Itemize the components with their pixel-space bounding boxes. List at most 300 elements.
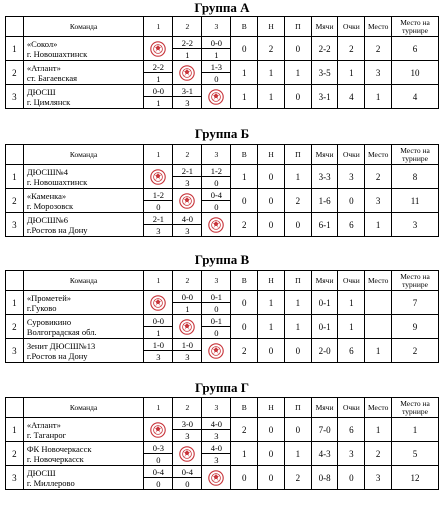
losses-cell (284, 37, 311, 61)
match-points: 0 (214, 303, 219, 314)
wins-cell-value: 2 (242, 424, 247, 435)
losses-cell (284, 213, 311, 237)
losses-cell (284, 339, 311, 363)
football-emblem-icon (208, 89, 224, 105)
header-label: 3 (214, 149, 219, 159)
points-cell-value: 6 (349, 424, 354, 435)
team-logo-icon (144, 418, 172, 441)
draws-cell (258, 85, 285, 109)
match-result (202, 189, 230, 212)
tournament-place-cell-value: 4 (412, 91, 418, 102)
match-points: 0 (156, 478, 161, 489)
points-cell (338, 315, 365, 339)
wins-cell-value: 0 (242, 297, 247, 308)
match-cell (173, 418, 202, 442)
match-result (173, 213, 201, 236)
header-label: Мячи (315, 402, 334, 412)
points-cell-value: 6 (349, 345, 354, 356)
row-number-label: 2 (12, 448, 17, 459)
wins-cell (231, 213, 258, 237)
losses-cell (284, 442, 311, 466)
match-result (202, 315, 230, 338)
match-cell (173, 213, 202, 237)
match-score: 2-2 (144, 61, 172, 73)
place-cell-value: 1 (375, 424, 381, 435)
match-score: 2-1 (173, 165, 201, 177)
goals-cell (311, 165, 338, 189)
match-cell (202, 339, 231, 363)
match-result (144, 189, 172, 212)
draws-cell-value: 2 (268, 43, 274, 54)
header-label: 2 (185, 149, 190, 159)
goals-cell-value: 3-1 (318, 91, 331, 102)
goals-cell (311, 213, 338, 237)
match-score: 0-0 (173, 291, 201, 303)
team-logo-icon (173, 189, 201, 212)
header-cell (231, 145, 258, 165)
match-cell (144, 442, 173, 466)
match-cell (202, 165, 231, 189)
losses-cell-value: 0 (295, 424, 301, 435)
table-row (6, 165, 439, 189)
wins-cell-value: 0 (242, 472, 247, 483)
row-number-label: 3 (12, 219, 17, 230)
team-name: «Сокол» (26, 38, 58, 49)
match-score: 0-3 (144, 442, 172, 454)
match-score: 1-2 (202, 165, 230, 177)
match-result (144, 442, 172, 465)
football-emblem-icon (208, 217, 224, 233)
match-cell (173, 85, 202, 109)
match-score: 0-1 (202, 291, 230, 303)
match-points: 0 (214, 327, 219, 338)
match-cell (144, 315, 173, 339)
goals-cell-value: 6-1 (318, 219, 331, 230)
match-score: 0-0 (144, 85, 172, 97)
match-points: 0 (214, 201, 219, 212)
match-score: 0-1 (202, 315, 230, 327)
match-result (173, 466, 201, 489)
place-cell (365, 291, 392, 315)
header-cell (258, 17, 285, 37)
header-cell (144, 145, 173, 165)
team-name: «Атлант» (26, 62, 61, 73)
group-table (5, 144, 439, 237)
tournament-place-cell (392, 37, 439, 61)
match-points: 3 (185, 430, 190, 441)
header-label: Место на турнире (400, 271, 430, 289)
goals-cell-value: 7-0 (318, 424, 331, 435)
football-emblem-icon (150, 41, 166, 57)
row-number (6, 339, 24, 363)
team-name: ФК Новочеркасск (26, 443, 92, 454)
match-points: 3 (156, 225, 161, 236)
header-cell (202, 17, 231, 37)
tournament-place-cell (392, 213, 439, 237)
match-points: 3 (214, 454, 219, 465)
wins-cell-value: 0 (242, 195, 247, 206)
match-cell (202, 315, 231, 339)
points-cell-value: 3 (349, 448, 354, 459)
row-number-label: 1 (12, 43, 17, 54)
football-emblem-icon (150, 422, 166, 438)
header-cell (365, 17, 392, 37)
header-row (6, 398, 439, 418)
header-label: 3 (214, 275, 219, 285)
header-label: 2 (185, 402, 190, 412)
header-label: В (241, 149, 247, 159)
header-cell (338, 17, 365, 37)
match-score: 1-2 (144, 189, 172, 201)
header-label: 1 (156, 402, 161, 412)
match-result (202, 291, 230, 314)
header-label: 2 (185, 21, 190, 31)
header-cell (284, 398, 311, 418)
wins-cell (231, 165, 258, 189)
draws-cell-value: 0 (268, 345, 274, 356)
match-result (144, 466, 172, 489)
wins-cell-value: 0 (242, 321, 247, 332)
table-row (6, 291, 439, 315)
draws-cell-value: 0 (268, 195, 274, 206)
match-result (202, 165, 230, 188)
header-label: Место на турнире (400, 17, 430, 35)
team-name: «Атлант» (26, 419, 61, 430)
group-title: Группа А (194, 0, 250, 15)
match-points: 0 (156, 201, 161, 212)
points-cell (338, 85, 365, 109)
match-cell (173, 189, 202, 213)
place-cell-value: 3 (375, 67, 381, 78)
match-points: 0 (214, 177, 219, 188)
match-score: 3-0 (173, 418, 201, 430)
team-city: ст. Багаевская (26, 72, 78, 83)
draws-cell (258, 418, 285, 442)
match-cell (144, 61, 173, 85)
match-result (144, 85, 172, 108)
losses-cell-value: 0 (295, 219, 301, 230)
header-label: Н (268, 402, 274, 412)
header-label: Очки (342, 149, 360, 159)
place-cell (365, 37, 392, 61)
points-cell-value: 6 (349, 219, 354, 230)
place-cell-value: 2 (375, 448, 381, 459)
draws-cell-value: 0 (268, 448, 274, 459)
team-city: г. Таганрог (26, 429, 67, 440)
losses-cell-value: 0 (295, 43, 301, 54)
losses-cell-value: 2 (295, 472, 301, 483)
header-label: П (295, 21, 301, 31)
draws-cell-value: 1 (268, 297, 274, 308)
tournament-place-cell (392, 315, 439, 339)
goals-cell-value: 0-1 (318, 321, 331, 332)
header-cell (144, 17, 173, 37)
row-number (6, 466, 24, 490)
place-cell-value: 3 (375, 472, 381, 483)
team-cell (23, 315, 144, 339)
row-number-label: 2 (12, 321, 17, 332)
goals-cell-value: 3-3 (318, 171, 331, 182)
points-cell-value: 1 (349, 297, 354, 308)
team-city: г.Ростов на Дону (26, 350, 88, 361)
points-cell (338, 37, 365, 61)
team-name: ДЮСШ№4 (26, 166, 68, 177)
header-label: Мячи (315, 149, 334, 159)
draws-cell-value: 0 (268, 472, 274, 483)
match-result (173, 418, 201, 441)
tournament-place-cell-value: 7 (412, 297, 418, 308)
wins-cell (231, 339, 258, 363)
tournament-place-cell-value: 5 (412, 448, 418, 459)
header-label: П (295, 149, 301, 159)
team-logo-icon (144, 165, 172, 188)
match-points: 3 (156, 351, 161, 362)
header-label: Место на турнире (400, 145, 430, 163)
row-number-label: 2 (12, 195, 17, 206)
points-cell-value: 2 (349, 43, 354, 54)
football-emblem-icon (150, 169, 166, 185)
header-cell (202, 271, 231, 291)
header-label: 2 (185, 275, 190, 285)
tournament-place-cell (392, 418, 439, 442)
row-number (6, 37, 24, 61)
draws-cell (258, 339, 285, 363)
losses-cell-value: 1 (295, 321, 301, 332)
row-number (6, 189, 24, 213)
header-cell (231, 398, 258, 418)
header-cell (202, 145, 231, 165)
header-label: Место (367, 21, 389, 31)
wins-cell (231, 291, 258, 315)
header-cell (338, 271, 365, 291)
header-label: Команда (69, 149, 98, 159)
row-number (6, 315, 24, 339)
losses-cell-value: 2 (295, 195, 301, 206)
header-cell (365, 145, 392, 165)
losses-cell (284, 85, 311, 109)
match-points: 1 (156, 73, 161, 84)
header-cell (392, 398, 439, 418)
header-cell (258, 271, 285, 291)
table-row (6, 339, 439, 363)
header-cell (258, 145, 285, 165)
match-score: 0-0 (144, 315, 172, 327)
header-cell (202, 398, 231, 418)
tournament-place-cell (392, 165, 439, 189)
draws-cell-value: 1 (268, 321, 274, 332)
match-points: 1 (156, 97, 161, 108)
row-number (6, 165, 24, 189)
wins-cell-value: 1 (242, 448, 247, 459)
header-cell (392, 17, 439, 37)
row-number-label: 2 (12, 67, 17, 78)
header-cell (284, 271, 311, 291)
table-row (6, 213, 439, 237)
place-cell-value: 1 (375, 345, 381, 356)
goals-cell (311, 466, 338, 490)
goals-cell (311, 189, 338, 213)
place-cell-value: 1 (375, 91, 381, 102)
match-cell (202, 442, 231, 466)
match-score: 0-4 (144, 466, 172, 478)
place-cell-value: 2 (375, 43, 381, 54)
match-result (202, 418, 230, 441)
match-score: 4-0 (202, 418, 230, 430)
match-points: 0 (156, 454, 161, 465)
team-city: Волгоградская обл. (26, 326, 97, 337)
tournament-place-cell (392, 85, 439, 109)
wins-cell-value: 1 (242, 171, 247, 182)
match-result (144, 315, 172, 338)
header-label: Мячи (315, 21, 334, 31)
draws-cell (258, 37, 285, 61)
draws-cell (258, 61, 285, 85)
match-cell (144, 466, 173, 490)
header-cell (173, 271, 202, 291)
match-result (173, 37, 201, 60)
row-number (6, 418, 24, 442)
header-label: 1 (156, 275, 161, 285)
points-cell (338, 418, 365, 442)
team-logo-icon (173, 61, 201, 84)
team-cell (23, 189, 144, 213)
tournament-place-cell-value: 9 (412, 321, 418, 332)
header-label: Очки (342, 275, 360, 285)
header-label: П (295, 402, 301, 412)
table-row (6, 442, 439, 466)
match-cell (173, 442, 202, 466)
match-score: 1-3 (202, 61, 230, 73)
tournament-place-cell (392, 442, 439, 466)
place-cell (365, 61, 392, 85)
table-row (6, 37, 439, 61)
points-cell (338, 291, 365, 315)
goals-cell (311, 291, 338, 315)
header-label: В (241, 21, 247, 31)
header-cell (311, 145, 338, 165)
draws-cell-value: 1 (268, 91, 274, 102)
points-cell (338, 442, 365, 466)
tournament-place-cell (392, 466, 439, 490)
wins-cell (231, 315, 258, 339)
header-cell (173, 17, 202, 37)
match-points: 1 (156, 327, 161, 338)
match-score: 2-1 (144, 213, 172, 225)
header-cell (392, 145, 439, 165)
goals-cell-value: 0-8 (318, 472, 331, 483)
header-cell (23, 17, 144, 37)
table-row (6, 466, 439, 490)
match-cell (144, 85, 173, 109)
team-cell (23, 418, 144, 442)
goals-cell-value: 2-0 (318, 345, 331, 356)
row-number (6, 442, 24, 466)
team-cell (23, 339, 144, 363)
header-number-cell (6, 271, 24, 291)
team-city: г. Морозовск (26, 200, 74, 211)
header-cell (338, 145, 365, 165)
football-emblem-icon (179, 319, 195, 335)
goals-cell (311, 85, 338, 109)
header-number-cell (6, 398, 24, 418)
draws-cell (258, 165, 285, 189)
row-number-label: 3 (12, 345, 17, 356)
points-cell (338, 61, 365, 85)
match-cell (144, 213, 173, 237)
group-title: Группа В (194, 252, 250, 267)
match-result (202, 37, 230, 60)
match-result (202, 61, 230, 84)
table-row (6, 189, 439, 213)
header-row (6, 17, 439, 37)
losses-cell-value: 0 (295, 91, 301, 102)
group-title: Группа Б (194, 126, 250, 141)
header-label: Очки (342, 402, 360, 412)
tournament-place-cell-value: 10 (410, 67, 420, 78)
wins-cell-value: 2 (242, 345, 247, 356)
wins-cell (231, 85, 258, 109)
goals-cell-value: 1-6 (318, 195, 331, 206)
team-logo-icon (144, 291, 172, 314)
row-number (6, 213, 24, 237)
header-cell (173, 145, 202, 165)
header-label: 3 (214, 21, 219, 31)
header-label: Очки (342, 21, 360, 31)
match-result (144, 213, 172, 236)
team-name: ДЮСШ№6 (26, 214, 68, 225)
match-result (173, 165, 201, 188)
tournament-place-cell-value: 2 (412, 345, 418, 356)
place-cell-value: 3 (375, 195, 381, 206)
losses-cell-value: 1 (295, 448, 301, 459)
match-points: 1 (185, 303, 190, 314)
tournament-place-cell-value: 6 (412, 43, 418, 54)
tournament-place-cell-value: 8 (412, 171, 418, 182)
goals-cell-value: 3-5 (318, 67, 331, 78)
match-score: 4-0 (173, 213, 201, 225)
football-emblem-icon (208, 343, 224, 359)
table-row (6, 85, 439, 109)
match-result (144, 61, 172, 84)
header-label: Команда (69, 402, 98, 412)
losses-cell-value: 0 (295, 345, 301, 356)
match-cell (173, 37, 202, 61)
place-cell (365, 165, 392, 189)
team-cell (23, 442, 144, 466)
header-cell (23, 398, 144, 418)
match-score: 2-2 (173, 37, 201, 49)
group-table (5, 270, 439, 363)
wins-cell-value: 2 (242, 219, 247, 230)
losses-cell-value: 1 (295, 297, 301, 308)
header-label: Н (268, 149, 274, 159)
match-cell (202, 189, 231, 213)
match-cell (144, 418, 173, 442)
wins-cell-value: 0 (242, 43, 247, 54)
header-number-cell (6, 145, 24, 165)
header-cell (144, 398, 173, 418)
row-number-label: 1 (12, 297, 17, 308)
match-points: 0 (214, 73, 219, 84)
football-emblem-icon (208, 470, 224, 486)
match-points: 3 (185, 225, 190, 236)
match-cell (202, 37, 231, 61)
wins-cell (231, 61, 258, 85)
header-cell (365, 398, 392, 418)
points-cell-value: 1 (349, 67, 354, 78)
place-cell (365, 213, 392, 237)
team-logo-icon (202, 339, 230, 362)
